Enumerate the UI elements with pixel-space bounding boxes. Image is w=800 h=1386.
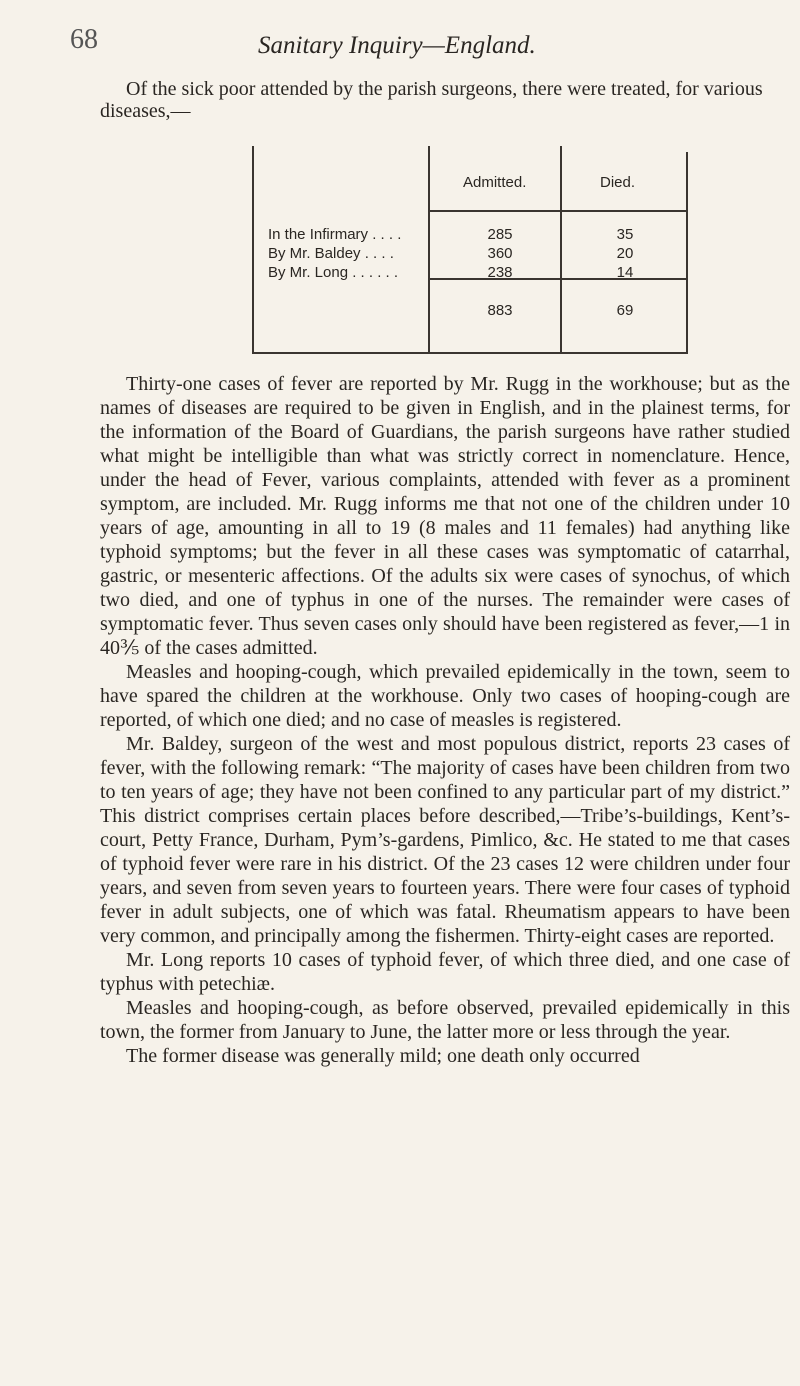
row-label-infirmary: In the Infirmary . . . . [268, 226, 402, 243]
paragraph-fever-workhouse: Thirty-one cases of fever are reported by Mr. Rugg in the workhouse; but as the names of diseases are required to be given in English, and in the plainest terms, for the information of the Board of Guardians, the parish surgeons have rather studied what might be intelligible than what was strictly correct in nomenclature. Hence, under the head of Fever, various complaints, attended with fever as a prominent symptom, are included. Mr. Rugg informs me that not one of the children under 10 years of age, amounting in all to 19 (8 males and 11 females) had anything like typhoid symptoms; but the fever in all these cases was symptomatic of catarrhal, gastric, or mesenteric affections. Of the adults six were cases of synochus, of which two died, and one of typhus in one of the nurses. The remainder were cases of symptomatic fever. Thus seven cases only should have been registered as fever,—1 in 40⅗ of the cases admitted. [100, 373, 790, 659]
paragraph-mild-disease: The former disease was generally mild; one death only occurred [126, 1045, 640, 1067]
table-col-rule-1 [428, 146, 430, 354]
table-left-rule [252, 146, 254, 354]
cell-total-died: 69 [616, 302, 634, 319]
row-label-baldey: By Mr. Baldey . . . . [268, 245, 394, 262]
cell-total-admitted: 883 [487, 302, 513, 319]
intro-paragraph [100, 78, 790, 122]
paragraph-long: Mr. Long reports 10 cases of typhoid fever, of which three died, and one case of typhus with petechiæ. [100, 949, 790, 995]
table-col-rule-2 [560, 146, 562, 354]
intro-text: Of the sick poor attended by the parish surgeons, there were treated, for various diseases,— [100, 78, 763, 122]
cell-infirmary-admitted: 285 [487, 226, 513, 243]
paragraph-measles-town: Measles and hooping-cough, as before observed, prevailed epidemically in this town, the former from January to June, the latter more or less through the year. [100, 997, 790, 1043]
paragraph-baldey: Mr. Baldey, surgeon of the west and most populous district, reports 23 cases of fever, with the following remark: “The majority of cases have been children from two to ten years of age; they have not been confined to any particular part of my district.” This district comprises certain places before described,—Tribe’s-buildings, Kent’s-court, Petty France, Durham, Pym’s-gardens, Pimlico, &c. He stated to me that cases of typhoid fever were rare in his district. Of the 23 cases 12 were children under four years, and seven from seven years to fourteen years. There were four cases of typhoid fever in adult subjects, one of which was fatal. Rheumatism appears to have been very common, and principally among the fishermen. Thirty-eight cases are reported. [100, 733, 790, 947]
cell-infirmary-died: 35 [616, 226, 634, 243]
body-text [100, 372, 790, 1068]
cell-long-died: 14 [616, 264, 634, 281]
running-head: Sanitary Inquiry—England. [258, 32, 536, 59]
table-bottom-rule [252, 352, 688, 354]
table-header-rule [428, 210, 688, 212]
column-header-died: Died. [600, 174, 636, 191]
table-right-rule [686, 152, 688, 354]
paragraph-measles-workhouse: Measles and hooping-cough, which prevailed epidemically in the town, seem to have spared the children at the workhouse. Only two cases of hooping-cough are reported, of which one died; and no case of measles is registered. [100, 661, 790, 731]
cell-long-admitted: 238 [487, 264, 513, 281]
page-number: 68 [70, 24, 98, 55]
cell-baldey-admitted: 360 [487, 245, 513, 262]
cell-baldey-died: 20 [616, 245, 634, 262]
row-label-long: By Mr. Long . . . . . . [268, 264, 399, 281]
column-header-admitted: Admitted. [463, 174, 527, 191]
